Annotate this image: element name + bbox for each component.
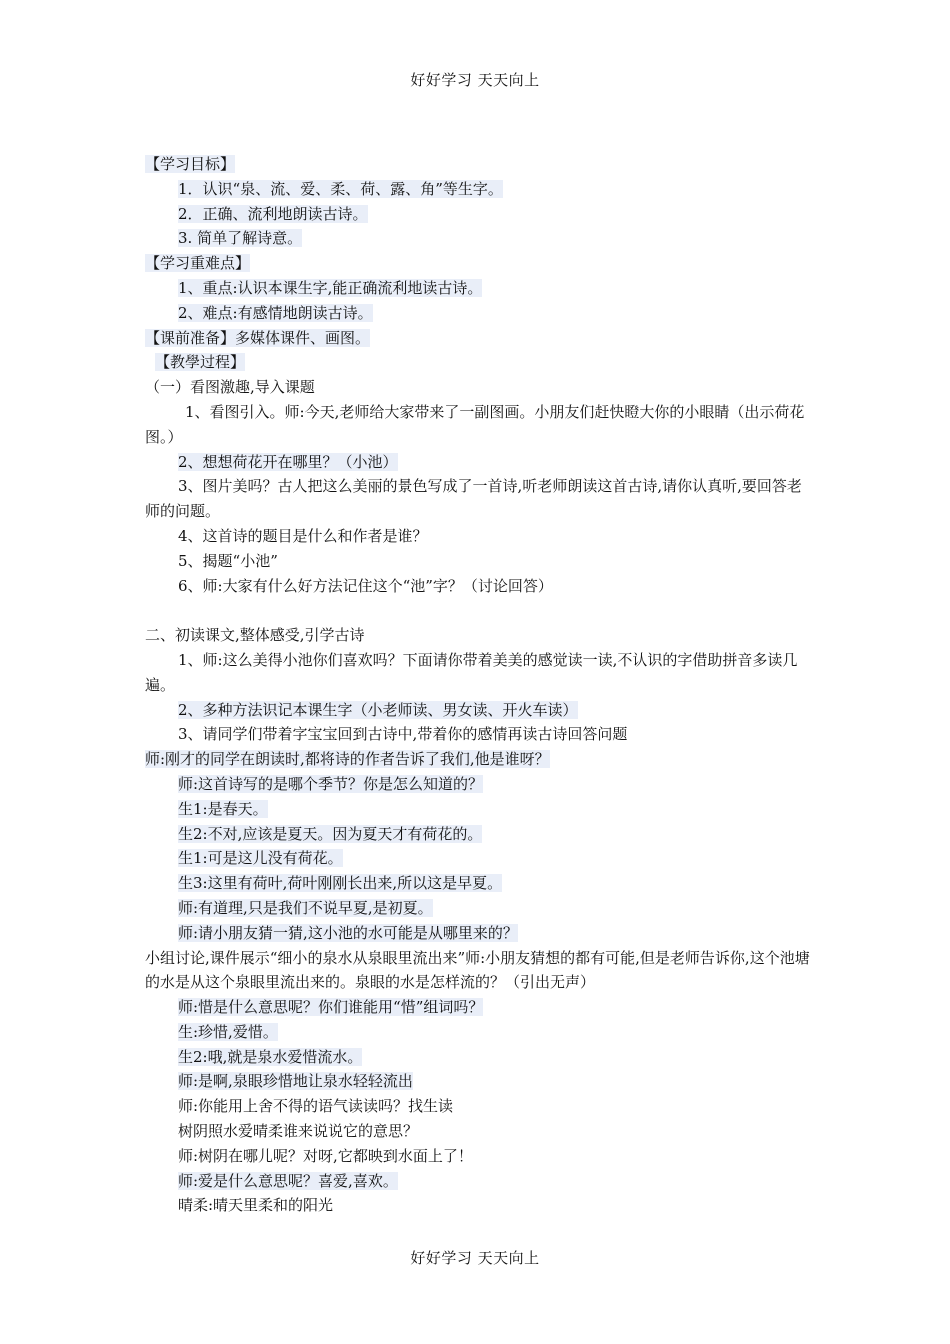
dialogue-line: 师:树阴在哪儿呢？对呀,它都映到水面上了！: [178, 1146, 473, 1165]
paragraph: 1、师:这么美得小池你们喜欢吗？下面请你带着美美的感觉读一读,不认识的字借助拼音多读几遍。: [145, 650, 798, 694]
dialogue-line: 生2:哦,就是泉水爱惜流水。: [178, 1047, 363, 1066]
paragraph: 4、这首诗的题目是什么和作者是谁？: [178, 526, 428, 545]
paragraph: 1、看图引入。师:今天,老师给大家带来了一副图画。小朋友们赶快瞪大你的小眼睛（出示荷花图。）: [145, 402, 805, 446]
dialogue-line: 师:爱是什么意思呢？喜爱,喜欢。: [178, 1171, 398, 1190]
dialogue-line: 晴柔:晴天里柔和的阳光: [178, 1196, 334, 1215]
dialogue-line: 生1:是春天。: [178, 799, 268, 818]
paragraph: 小组讨论,课件展示“细小的泉水从泉眼里流出来”师:小朋友猜想的都有可能,但是老师告诉你,这个池塘的水是从这个泉眼里流出来的。泉眼的水是怎样流的？（引出无声）: [145, 948, 810, 992]
dialogue-line: 师:惜是什么意思呢？你们谁能用“惜”组词吗？: [178, 998, 484, 1017]
paragraph: 2、想想荷花开在哪里？（小池）: [178, 452, 398, 471]
dialogue-line: 师:刚才的同学在朗读时,都将诗的作者告诉了我们,他是谁呀？: [145, 750, 550, 769]
goal-item-2: 2．正确、流利地朗读古诗。: [178, 204, 368, 223]
dialogue-line: 师:是啊,泉眼珍惜地让泉水轻轻流出: [178, 1072, 413, 1091]
page-footer: 好好学习 天天向上: [410, 1249, 540, 1267]
dialogue-line: 师:这首诗写的是哪个季节？你是怎么知道的？: [178, 774, 484, 793]
key-point-1: 1、重点:认识本课生字,能正确流利地读古诗。: [178, 278, 483, 297]
dialogue-line: 树阴照水爱晴柔谁来说说它的意思？: [178, 1122, 419, 1141]
dialogue-line: 生2:不对,应该是夏天。因为夏天才有荷花的。: [178, 824, 483, 843]
goal-item-3: 3. 简单了解诗意。: [178, 229, 303, 248]
dialogue-line: 师:请小朋友猜一猜,这小池的水可能是从哪里来的？: [178, 923, 518, 942]
section-heading-preparation: 【课前准备】多媒体课件、画图。: [145, 328, 371, 347]
goal-item-1: 1．认识“泉、流、爱、柔、荷、露、角”等生字。: [178, 179, 503, 198]
document-body: [145, 152, 815, 1218]
section-heading-goals: 【学习目标】: [145, 155, 236, 173]
paragraph: 3、图片美吗？古人把这么美丽的景色写成了一首诗,听老师朗读这首古诗,请你认真听,要回答老师的问题。: [145, 477, 802, 521]
dialogue-line: 生:珍惜,爱惜。: [178, 1022, 278, 1041]
section-heading-key-points: 【学习重难点】: [145, 254, 251, 273]
dialogue-line: 生1:可是这儿没有荷花。: [178, 849, 343, 868]
paragraph: 5、揭题“小池”: [178, 551, 278, 570]
paragraph: 3、请同学们带着字宝宝回到古诗中,带着你的感情再读古诗回答问题: [178, 725, 628, 744]
paragraph: 2、多种方法识记本课生字（小老师读、男女读、开火车读）: [178, 700, 578, 719]
page-header: 好好学习 天天向上: [410, 71, 540, 89]
paragraph: 6、师:大家有什么好方法记住这个“池”字？（讨论回答）: [178, 576, 553, 595]
key-point-2: 2、难点:有感情地朗读古诗。: [178, 303, 373, 322]
dialogue-line: 生3:这里有荷叶,荷叶刚刚长出来,所以这是早夏。: [178, 874, 503, 893]
dialogue-line: 师:你能用上舍不得的语气读读吗？找生读: [178, 1097, 454, 1116]
part-two-heading: 二、初读课文,整体感受,引学古诗: [145, 626, 365, 645]
dialogue-line: 师:有道理,只是我们不说早夏,是初夏。: [178, 898, 433, 917]
section-heading-process: 【教學过程】: [155, 353, 246, 372]
part-one-heading: （一）看图激趣,导入课题: [145, 378, 315, 397]
